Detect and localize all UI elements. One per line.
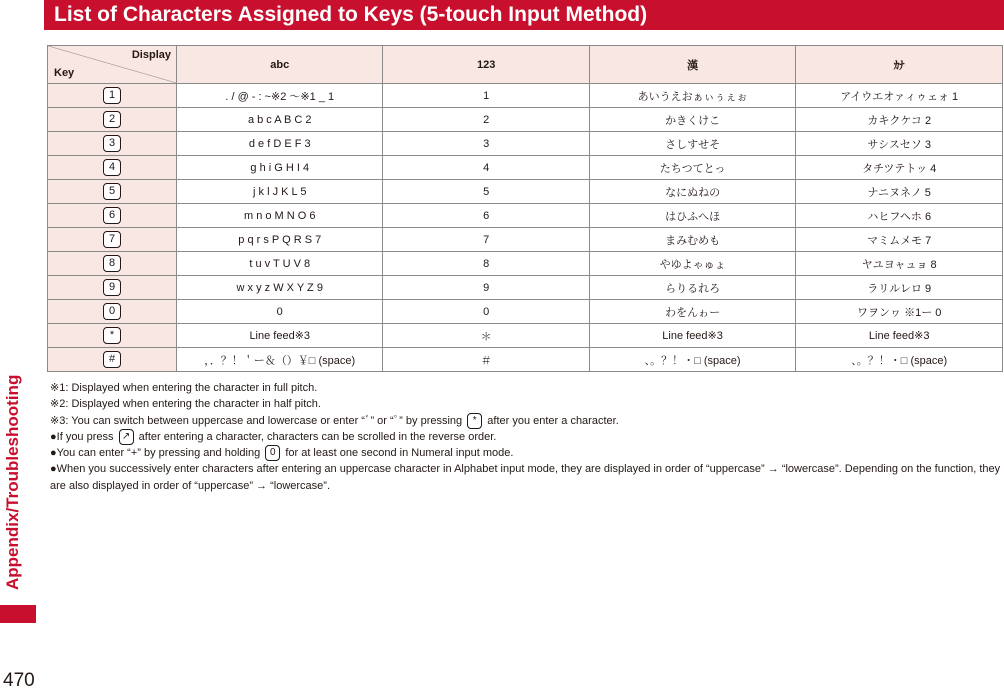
numeral-cell: 4 [383, 156, 589, 180]
abc-cell: w x y z W X Y Z 9 [177, 276, 383, 300]
kanji-cell: まみむめも [589, 228, 796, 252]
numeral-cell: 0 [383, 300, 589, 324]
column-header-kanji: 漢 [589, 46, 796, 84]
key-icon: 5 [103, 183, 121, 200]
abc-cell: 0 [177, 300, 383, 324]
kanji-cell: らりるれろ [589, 276, 796, 300]
numeral-cell: 3 [383, 132, 589, 156]
bullet-2-text-b: for at least one second in Numeral input mode. [285, 447, 514, 460]
kana-cell: カキクケコ 2 [796, 108, 1003, 132]
kanji-cell: なにぬねの [589, 180, 796, 204]
key-icon: 9 [103, 279, 121, 296]
abc-cell: a b c A B C 2 [177, 108, 383, 132]
table-row [48, 252, 1003, 276]
kanji-cell: はひふへほ [589, 204, 796, 228]
bullet-1-text-b: after entering a character, characters can be scrolled in the reverse order. [138, 430, 497, 443]
key-cell [48, 132, 177, 156]
key-icon: # [103, 351, 121, 368]
key-cell [48, 228, 177, 252]
side-accent-bar [0, 605, 36, 623]
kana-cell: ヤユヨャュョ 8 [796, 252, 1003, 276]
abc-cell: t u v T U V 8 [177, 252, 383, 276]
key-icon: 4 [103, 159, 121, 176]
key-icon: 3 [103, 135, 121, 152]
abc-cell: g h i G H I 4 [177, 156, 383, 180]
key-cell [48, 108, 177, 132]
key-cell [48, 324, 177, 348]
table-row [48, 300, 1003, 324]
table-row [48, 276, 1003, 300]
side-tab [0, 0, 36, 610]
asterisk-key-icon: * [467, 413, 482, 429]
abc-cell: Line feed※3 [177, 324, 383, 348]
bullet-3: ●When you successively enter characters after entering an uppercase character in Alphabet input mode, they are displayed in order of “uppercase” → “lowercase”. Depending on the function, they are also displayed in order of “uppercase” → “lowercase”. [50, 463, 1001, 492]
note-3 [50, 413, 1002, 429]
kana-cell: 、。？！・□ (space) [796, 348, 1003, 372]
header-key-label: Key [54, 67, 75, 79]
key-cell [48, 252, 177, 276]
kana-cell: サシスセソ 3 [796, 132, 1003, 156]
note-3-text-a: ※3: You can switch between uppercase and lowercase or enter “ﾞ” or “ﾟ” by pressing [50, 414, 463, 427]
key-cell [48, 348, 177, 372]
key-cell [48, 204, 177, 228]
kanji-cell: 、。？！・□ (space) [589, 348, 796, 372]
table-row [48, 204, 1003, 228]
numeral-cell: 8 [383, 252, 589, 276]
header-display-label: Display [131, 49, 171, 61]
key-cell [48, 156, 177, 180]
key-icon: 1 [103, 87, 121, 104]
kanji-cell: やゆよゃゅょ [589, 252, 796, 276]
zero-key-icon: 0 [265, 445, 280, 461]
key-icon: 8 [103, 255, 121, 272]
key-cell [48, 84, 177, 108]
bullet-1-text-a: ●If you press [50, 430, 114, 443]
table-row [48, 108, 1003, 132]
column-header-kana: ｶﾅ [796, 46, 1003, 84]
header-corner [48, 46, 177, 84]
table-header-row [48, 46, 1003, 84]
numeral-cell: 7 [383, 228, 589, 252]
numeral-cell: ＊ [383, 324, 589, 348]
bullet-2 [50, 445, 1002, 461]
bullet-2-text-a: ●You can enter “+” by pressing and holding [50, 447, 261, 460]
numeral-cell: 9 [383, 276, 589, 300]
abc-cell: . / @ - : ~※2 ～※1 _ 1 [177, 84, 383, 108]
kana-cell: ワヲンヮ ※1ー 0 [796, 300, 1003, 324]
table-row [48, 324, 1003, 348]
table-row [48, 180, 1003, 204]
kana-cell: Line feed※3 [796, 324, 1003, 348]
key-cell [48, 180, 177, 204]
kanji-cell: かきくけこ [589, 108, 796, 132]
page-number: 470 [3, 670, 35, 691]
note-3-text-b: after you enter a character. [487, 414, 619, 427]
kana-cell: タチツテトッ 4 [796, 156, 1003, 180]
numeral-cell: 1 [383, 84, 589, 108]
abc-cell: m n o M N O 6 [177, 204, 383, 228]
clear-key-icon: ↗ [119, 429, 134, 445]
kana-cell: マミムメモ 7 [796, 228, 1003, 252]
note-2: ※2: Displayed when entering the character in half pitch. [50, 398, 321, 411]
notes [50, 380, 1002, 494]
numeral-cell: 2 [383, 108, 589, 132]
key-icon: 7 [103, 231, 121, 248]
table-row [48, 228, 1003, 252]
numeral-cell: 6 [383, 204, 589, 228]
kana-cell: アイウエオァィゥェォ 1 [796, 84, 1003, 108]
numeral-cell: ＃ [383, 348, 589, 372]
table-row [48, 132, 1003, 156]
side-label: Appendix/Troubleshooting [3, 374, 22, 590]
key-cell [48, 276, 177, 300]
abc-cell: ，．？！＇ー＆（）￥□ (space) [177, 348, 383, 372]
kana-cell: ハヒフヘホ 6 [796, 204, 1003, 228]
abc-cell: j k l J K L 5 [177, 180, 383, 204]
key-icon: 6 [103, 207, 121, 224]
table-row [48, 156, 1003, 180]
numeral-cell: 5 [383, 180, 589, 204]
key-assignment-table [47, 45, 1003, 372]
table-row [48, 348, 1003, 372]
key-icon: * [103, 327, 121, 344]
key-icon: 2 [103, 111, 121, 128]
table-row [48, 84, 1003, 108]
kana-cell: ラリルレロ 9 [796, 276, 1003, 300]
column-header-123: 123 [383, 46, 589, 84]
kana-cell: ナニヌネノ 5 [796, 180, 1003, 204]
abc-cell: d e f D E F 3 [177, 132, 383, 156]
column-header-abc: abc [177, 46, 383, 84]
kanji-cell: あいうえおぁぃぅぇぉ [589, 84, 796, 108]
kanji-cell: わをんゎー [589, 300, 796, 324]
bullet-1 [50, 429, 1002, 445]
key-cell [48, 300, 177, 324]
kanji-cell: さしすせそ [589, 132, 796, 156]
kanji-cell: Line feed※3 [589, 324, 796, 348]
title-bar [44, 0, 1004, 30]
note-1: ※1: Displayed when entering the character in full pitch. [50, 382, 318, 394]
abc-cell: p q r s P Q R S 7 [177, 228, 383, 252]
kanji-cell: たちつてとっ [589, 156, 796, 180]
key-icon: 0 [103, 303, 121, 320]
page-title: List of Characters Assigned to Keys (5-touch Input Method) [54, 3, 648, 26]
